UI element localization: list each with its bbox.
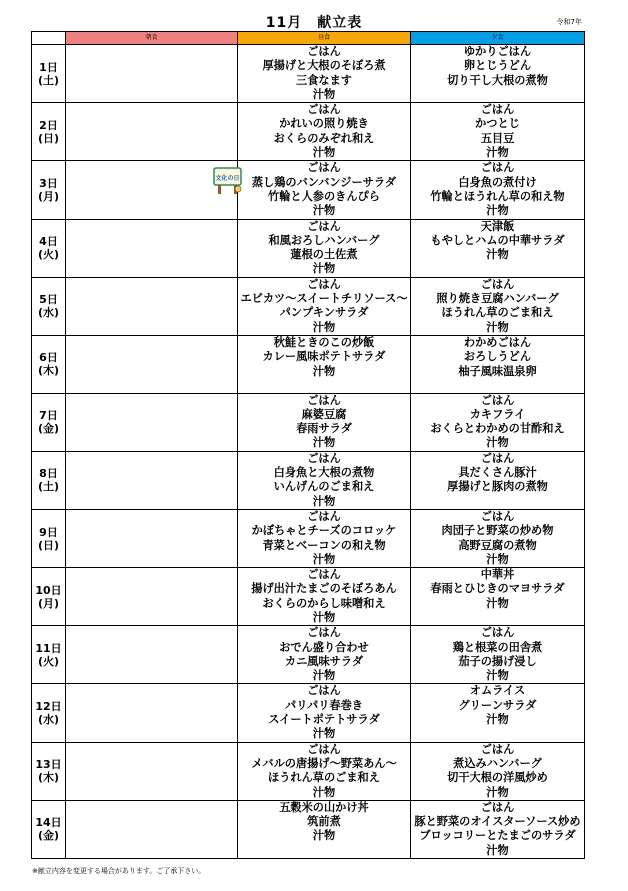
table-row xyxy=(32,161,585,219)
day-label: 11日 xyxy=(35,641,62,655)
menu-item: ブロッコリーとたまごのサラダ xyxy=(419,829,576,843)
menu-item: 汁物 xyxy=(312,829,336,843)
day-label: 10日 xyxy=(35,583,62,597)
menu-item: ごはん xyxy=(307,277,341,291)
menu-item: 天津飯 xyxy=(480,219,515,233)
menu-item: 厚揚げと大根のそぼろ煮 xyxy=(262,59,386,73)
menu-item: 汁物 xyxy=(312,610,336,624)
lunch-cell xyxy=(238,684,411,742)
dinner-cell xyxy=(411,568,585,626)
menu-item: かれいの照り焼き xyxy=(279,117,369,131)
menu-item: 中華丼 xyxy=(480,568,515,582)
breakfast-cell xyxy=(66,45,238,103)
menu-item: ごはん xyxy=(307,393,341,407)
menu-item: スイートポテトサラダ xyxy=(268,713,380,727)
menu-item: 竹輪と人参のきんぴら xyxy=(268,189,380,203)
weekday-label: (土) xyxy=(37,73,60,87)
menu-item: ごはん xyxy=(480,742,515,756)
menu-item: おくらのからし味噌和え xyxy=(262,596,386,610)
weekday-label: (火) xyxy=(37,248,60,262)
menu-table xyxy=(31,31,585,859)
table-row xyxy=(32,277,585,335)
culture-day-badge xyxy=(213,165,242,195)
menu-item: 汁物 xyxy=(312,204,336,218)
breakfast-cell xyxy=(66,684,238,742)
menu-item: 麻婆豆腐 xyxy=(301,407,347,421)
weekday-label: (日) xyxy=(37,538,60,552)
menu-item: メバルの唐揚げ～野菜あん～ xyxy=(251,756,397,770)
menu-item: カレー風味ポテトサラダ xyxy=(262,350,386,364)
lunch-cell xyxy=(238,451,411,509)
menu-item: 三食なます xyxy=(296,73,352,87)
dinner-cell xyxy=(411,45,585,103)
menu-item: 汁物 xyxy=(486,843,509,857)
menu-item: かつとじ xyxy=(475,117,520,131)
menu-item: 汁物 xyxy=(312,146,336,160)
menu-item: ごはん xyxy=(307,161,341,175)
menu-item: ごはん xyxy=(307,509,341,523)
menu-item: オムライス xyxy=(469,684,526,698)
menu-item: 五穀米の山かけ丼 xyxy=(279,800,369,814)
table-row xyxy=(32,742,585,800)
date-cell xyxy=(32,103,66,161)
dinner-cell xyxy=(411,393,585,451)
day-label: 13日 xyxy=(35,758,62,772)
table-row xyxy=(32,568,585,626)
menu-item: ごはん xyxy=(307,684,341,698)
date-cell xyxy=(32,45,66,103)
breakfast-cell xyxy=(66,161,238,219)
lunch-cell xyxy=(238,103,411,161)
menu-item: 煮込みハンバーグ xyxy=(453,756,542,770)
menu-item: 汁物 xyxy=(312,494,336,508)
breakfast-cell xyxy=(66,277,238,335)
table-row xyxy=(32,393,585,451)
breakfast-cell xyxy=(66,626,238,684)
date-cell xyxy=(32,626,66,684)
menu-item: 厚揚げと豚肉の煮物 xyxy=(447,480,548,494)
menu-item: 春雨とひじきのマヨサラダ xyxy=(430,582,565,596)
menu-item: おくらのみぞれ和え xyxy=(273,131,375,145)
menu-item: 白身魚と大根の煮物 xyxy=(273,466,375,480)
date-cell xyxy=(32,393,66,451)
weekday-label: (水) xyxy=(37,306,60,320)
date-cell xyxy=(32,509,66,567)
lunch-cell xyxy=(238,335,411,393)
menu-item: 汁物 xyxy=(312,785,336,799)
day-label: 12日 xyxy=(35,700,62,714)
page-title: 11月 献立表 xyxy=(265,15,363,31)
menu-item: 蒸し鶏のバンバンジーサラダ xyxy=(251,175,397,189)
menu-item: 揚げ出汁たまごのそぼろあん xyxy=(251,582,397,596)
lunch-cell xyxy=(238,161,411,219)
header-date xyxy=(32,32,66,45)
dinner-cell xyxy=(411,103,585,161)
menu-item: 竹輪とほうれん草の和え物 xyxy=(430,189,565,203)
menu-item: ごはん xyxy=(307,219,341,233)
menu-item: 汁物 xyxy=(486,552,509,566)
breakfast-cell xyxy=(66,451,238,509)
menu-item: 豚と野菜のオイスターソース炒め xyxy=(414,815,581,829)
day-label: 7日 xyxy=(39,409,58,423)
date-cell xyxy=(32,161,66,219)
breakfast-cell xyxy=(66,568,238,626)
weekday-label: (火) xyxy=(37,654,60,668)
menu-item: グリーンサラダ xyxy=(458,698,537,712)
menu-item: 汁物 xyxy=(486,204,509,218)
menu-item: 卵とじうどん xyxy=(463,59,532,73)
table-row xyxy=(32,509,585,567)
table-row xyxy=(32,45,585,103)
menu-item: カキフライ xyxy=(469,407,526,421)
menu-item: 汁物 xyxy=(486,320,509,334)
day-label: 3日 xyxy=(39,176,58,190)
menu-item: 青菜とベーコンの和え物 xyxy=(262,538,386,552)
menu-item: 五目豆 xyxy=(480,131,515,145)
menu-item: 汁物 xyxy=(486,596,509,610)
menu-item: 柚子風味温泉卵 xyxy=(458,364,537,378)
menu-item: ゆかりごはん xyxy=(463,45,532,58)
menu-item: 具だくさん豚汁 xyxy=(458,466,537,480)
dinner-cell xyxy=(411,451,585,509)
lunch-cell xyxy=(238,277,411,335)
dinner-cell xyxy=(411,161,585,219)
weekday-label: (木) xyxy=(37,771,60,785)
day-label: 9日 xyxy=(39,525,58,539)
menu-item: ごはん xyxy=(480,626,515,640)
menu-item: パリパリ春巻き xyxy=(285,698,363,712)
menu-item: かぼちゃとチーズのコロッケ xyxy=(251,524,397,538)
menu-item: 秋鮭ときのこの炒飯 xyxy=(273,335,375,349)
date-cell xyxy=(32,277,66,335)
era-label: 令和7年 xyxy=(556,18,582,26)
menu-item: 筑前煮 xyxy=(307,815,341,829)
menu-item: 汁物 xyxy=(486,248,509,262)
menu-item: ごはん xyxy=(480,800,515,814)
menu-item: 汁物 xyxy=(312,320,336,334)
menu-item: ごはん xyxy=(480,509,515,523)
menu-item: 汁物 xyxy=(312,262,336,276)
dinner-cell xyxy=(411,626,585,684)
table-row xyxy=(32,800,585,858)
lunch-cell xyxy=(238,742,411,800)
menu-item: ごはん xyxy=(307,103,341,117)
menu-item: ごはん xyxy=(307,626,341,640)
menu-item: ごはん xyxy=(480,451,515,465)
menu-item: いんげんのごま和え xyxy=(273,480,375,494)
menu-item: わかめごはん xyxy=(463,335,532,349)
weekday-label: (土) xyxy=(37,480,60,494)
day-label: 5日 xyxy=(39,293,58,307)
menu-item: カニ風味サラダ xyxy=(284,654,364,668)
weekday-label: (月) xyxy=(37,189,60,203)
menu-item: 肉団子と野菜の炒め物 xyxy=(441,524,554,538)
date-cell xyxy=(32,451,66,509)
menu-item: 茄子の揚げ浸し xyxy=(458,654,537,668)
table-row xyxy=(32,219,585,277)
dinner-cell xyxy=(411,277,585,335)
table-row xyxy=(32,103,585,161)
breakfast-cell xyxy=(66,393,238,451)
menu-item: 汁物 xyxy=(486,146,509,160)
table-row xyxy=(32,335,585,393)
menu-item: 汁物 xyxy=(486,436,509,450)
menu-body xyxy=(32,45,585,859)
date-cell xyxy=(32,335,66,393)
menu-item: 汁物 xyxy=(486,669,509,683)
menu-item: 白身魚の煮付け xyxy=(458,175,537,189)
menu-item: ごはん xyxy=(307,568,341,582)
dinner-cell xyxy=(411,335,585,393)
menu-item: ごはん xyxy=(307,451,341,465)
breakfast-cell xyxy=(66,800,238,858)
footer-note: ※献立内容を変更する場合があります。ご了承下さい。 xyxy=(32,867,206,875)
menu-item: 切り干し大根の煮物 xyxy=(447,73,548,87)
table-row xyxy=(32,626,585,684)
breakfast-cell xyxy=(66,219,238,277)
menu-item: ごはん xyxy=(307,45,341,58)
date-cell xyxy=(32,684,66,742)
menu-item: 汁物 xyxy=(312,364,336,378)
dinner-cell xyxy=(411,684,585,742)
menu-item: 鶏と根菜の田舎煮 xyxy=(452,640,543,654)
date-cell xyxy=(32,742,66,800)
date-cell xyxy=(32,219,66,277)
menu-item: 汁物 xyxy=(486,785,509,799)
date-cell xyxy=(32,800,66,858)
lunch-cell xyxy=(238,626,411,684)
menu-item: 春雨サラダ xyxy=(296,422,352,436)
menu-item: 汁物 xyxy=(486,713,509,727)
day-label: 1日 xyxy=(39,60,58,74)
breakfast-cell xyxy=(66,742,238,800)
header-dinner: 夕食 xyxy=(411,32,585,45)
header-breakfast: 朝食 xyxy=(66,32,238,45)
menu-item: ごはん xyxy=(480,161,515,175)
menu-item: ごはん xyxy=(480,277,515,291)
weekday-label: (日) xyxy=(37,131,60,145)
menu-item: 高野豆腐の煮物 xyxy=(458,538,537,552)
day-label: 4日 xyxy=(39,235,58,249)
menu-item: 切干大根の洋風炒め xyxy=(447,771,548,785)
day-label: 8日 xyxy=(39,467,58,481)
header-lunch: 昼食 xyxy=(238,32,411,45)
menu-item: 和風おろしハンバーグ xyxy=(268,233,380,247)
menu-item: 汁物 xyxy=(312,552,336,566)
weekday-label: (金) xyxy=(37,829,60,843)
weekday-label: (水) xyxy=(37,713,60,727)
menu-item: おでん盛り合わせ xyxy=(279,640,369,654)
weekday-label: (月) xyxy=(37,596,60,610)
lunch-cell xyxy=(238,568,411,626)
menu-item: 蓮根の土佐煮 xyxy=(290,248,358,262)
menu-item: 照り焼き豆腐ハンバーグ xyxy=(436,292,559,306)
table-row xyxy=(32,451,585,509)
lunch-cell xyxy=(238,45,411,103)
breakfast-cell xyxy=(66,103,238,161)
lunch-cell xyxy=(238,219,411,277)
lunch-cell xyxy=(238,800,411,858)
date-cell xyxy=(32,568,66,626)
menu-item: ごはん xyxy=(307,742,341,756)
menu-item: ごはん xyxy=(480,103,515,117)
header-row xyxy=(32,32,585,45)
badge-text: 文化の日 xyxy=(215,175,240,182)
menu-item: おろしうどん xyxy=(463,350,532,364)
weekday-label: (木) xyxy=(37,364,60,378)
menu-item: 汁物 xyxy=(312,436,336,450)
menu-item: おくらとわかめの甘酢和え xyxy=(430,422,565,436)
menu-item: エビカツ～スイートチリソース～ xyxy=(240,292,408,306)
dinner-cell xyxy=(411,509,585,567)
weekday-label: (金) xyxy=(37,422,60,436)
menu-item: ほうれん草のごま和え xyxy=(441,306,554,320)
dinner-cell xyxy=(411,219,585,277)
menu-item: 汁物 xyxy=(312,669,336,683)
day-label: 14日 xyxy=(35,816,62,830)
menu-item: 汁物 xyxy=(312,727,336,741)
lunch-cell xyxy=(238,393,411,451)
menu-item: もやしとハムの中華サラダ xyxy=(430,233,565,247)
day-label: 6日 xyxy=(39,351,58,365)
dinner-cell xyxy=(411,742,585,800)
breakfast-cell xyxy=(66,509,238,567)
menu-item: ほうれん草のごま和え xyxy=(268,771,380,785)
table-row xyxy=(32,684,585,742)
lunch-cell xyxy=(238,509,411,567)
menu-item: パンプキンサラダ xyxy=(279,306,369,320)
dinner-cell xyxy=(411,800,585,858)
breakfast-cell xyxy=(66,335,238,393)
day-label: 2日 xyxy=(39,118,58,132)
menu-item: ごはん xyxy=(480,393,515,407)
menu-item: 汁物 xyxy=(312,87,336,101)
